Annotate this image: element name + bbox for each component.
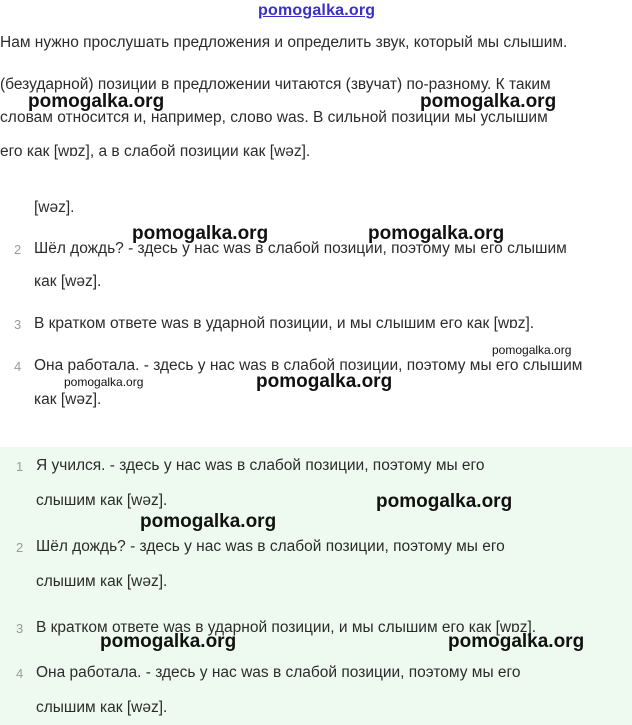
answer-item-4-number: 4: [16, 666, 24, 681]
watermark: pomogalka.org: [420, 91, 557, 112]
watermark: pomogalka.org: [256, 371, 393, 392]
watermark-small: pomogalka.org: [492, 343, 572, 357]
watermark: pomogalka.org: [448, 631, 585, 652]
watermark: pomogalka.org: [132, 223, 269, 244]
watermark-small: pomogalka.org: [64, 375, 144, 389]
answer-item-1-number: 1: [16, 459, 24, 474]
intro-line-1: Нам нужно прослушать предложения и определить звук, который мы слышим.: [0, 34, 568, 51]
answer-item-2-line-2: слышим как [wəz].: [36, 573, 168, 590]
answer-item-4-line-2: слышим как [wəz].: [36, 699, 168, 716]
answer-item-1-line-1: Я учился. - здесь у нас was в слабой позиции, поэтому мы его: [36, 457, 485, 474]
answer-item-3-number: 3: [16, 621, 24, 636]
list-item-4-line-1: Она работала. - здесь у нас was в слабой позиции, поэтому мы его слышим: [34, 357, 583, 374]
list-item-2-number: 2: [14, 242, 22, 257]
answer-item-4-line-1: Она работала. - здесь у нас was в слабой позиции, поэтому мы его: [36, 664, 521, 681]
list-item-1-tail: [wəz].: [34, 199, 75, 216]
list-item-2-line-2: как [wəz].: [34, 273, 102, 290]
intro-line-2: (безударной) позиции в предложении читаются (звучат) по-разному. К таким: [0, 76, 551, 93]
list-item-4-number: 4: [14, 359, 22, 374]
answer-item-3-line-1: В кратком ответе was в ударной позиции, и мы слышим его как [wɒz].: [36, 619, 537, 636]
list-item-3-number: 3: [14, 317, 22, 332]
watermark: pomogalka.org: [368, 223, 505, 244]
watermark: pomogalka.org: [100, 631, 237, 652]
site-title-link[interactable]: pomogalka.org: [258, 2, 376, 19]
answer-item-2-number: 2: [16, 540, 24, 555]
intro-line-4: его как [wɒz], а в слабой позиции как [wəz].: [0, 143, 311, 160]
watermark: pomogalka.org: [140, 511, 277, 532]
list-item-2-line-1: Шёл дождь? - здесь у нас was в слабой позиции, поэтому мы его слышим: [34, 240, 567, 257]
watermark: pomogalka.org: [28, 91, 165, 112]
list-item-3-line-1: В кратком ответе was в ударной позиции, и мы слышим его как [wɒz].: [34, 315, 535, 332]
list-item-4-line-2: как [wəz].: [34, 391, 102, 408]
watermark: pomogalka.org: [376, 491, 513, 512]
answer-item-2-line-1: Шёл дождь? - здесь у нас was в слабой позиции, поэтому мы его: [36, 538, 505, 555]
intro-line-3: словам относится и, например, слово was. В сильной позиции мы услышим: [0, 109, 548, 126]
answer-item-1-line-2: слышим как [wəz].: [36, 492, 168, 509]
